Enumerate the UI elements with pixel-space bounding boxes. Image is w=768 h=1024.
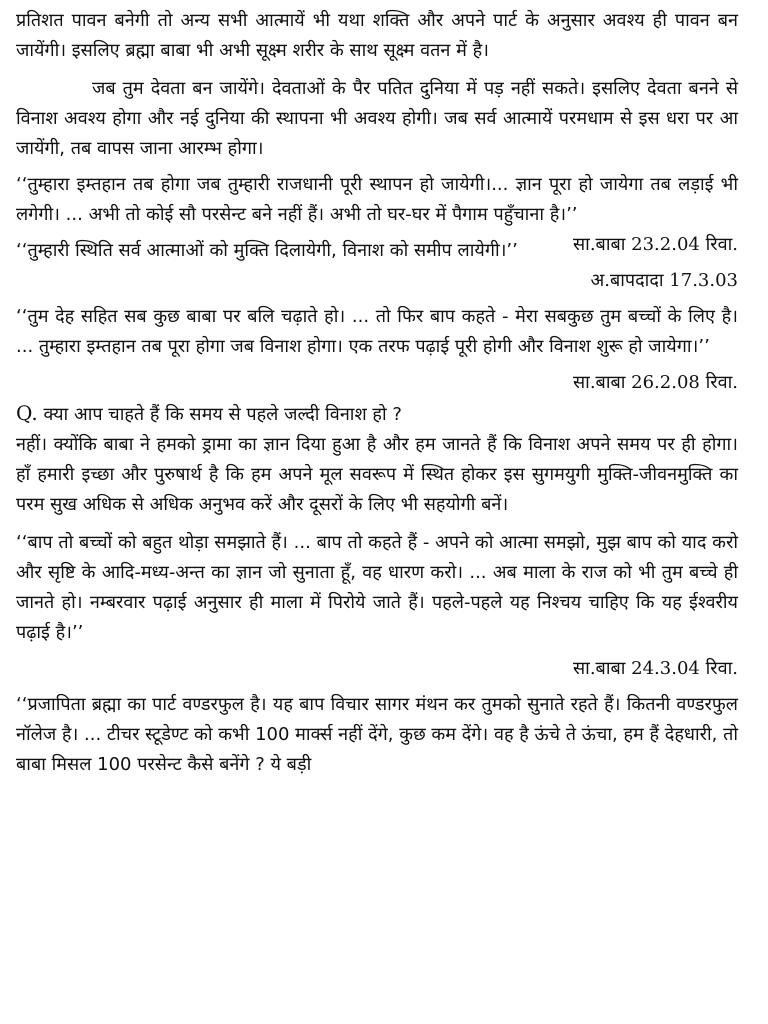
quote-prajapita: ‘‘प्रजापिता ब्रह्मा का पार्ट वण्डरफुल है। यह बाप विचार सागर मंथन कर तुमको सुनाते रहते हैं। कितनी वण्डरफुल नॉलेज है। ... टीचर स्टूडेण्ट को कभी 100 मार्क्स नहीं देंगे, कुछ कम देंगे। वह है ऊंचे ते ऊंचा, हम हैं देहधारी, तो बाबा मिसल 100 परसेन्ट कैसे बनेंगे ? ये बड़ी <box>16 694 739 775</box>
question-label: Q. <box>16 401 38 425</box>
quote-rosary: ‘‘बाप तो बच्चों को बहुत थोड़ा समझाते हैं। ... बाप तो कहते हैं - अपने को आत्मा समझो, मुझ बाप को याद करो और सृष्टि के आदि-मध्य-अन्त का ज्ञान जो सुनाता हूँ, वह धारण करो। ... अब माला के राज को भी तुम बच्चे ही जानते हो। नम्बरवार पढ़ाई अनुसार ही माला में पिरोये जाते हैं। पहले-पहले यह निश्चय चाहिए कि यह ईश्वरीय पढ़ाई है।’’ <box>16 532 738 643</box>
paragraph-intro: प्रतिशत पावन बनेगी तो अन्य सभी आत्मायें भी यथा शक्ति और अपने पार्ट के अनुसार अवश्य ही पावन बन जायेंगी। इसलिए ब्रह्मा बाबा भी अभी सूक्ष्म शरीर के साथ सूक्ष्म वतन में है। <box>16 10 738 61</box>
quote-sacrifice: ‘‘तुम देह सहित सब कुछ बाबा पर बलि चढ़ाते हो। ... तो फिर बाप कहते - मेरा सबकुछ तुम बच्चों के लिए है। ... तुम्हारा इम्तहान तब पूरा होगा जब विनाश होगा। एक तरफ पढ़ाई पूरी होगी और विनाश शुरू हो जायेगा।’’ <box>16 306 738 357</box>
question-heading <box>16 398 738 430</box>
paragraph-deity: जब तुम देवता बन जायेंगे। देवताओं के पैर पतित दुनिया में पड़ नहीं सकते। इसलिए देवता बनने से विनाश अवश्य होगा और नई दुनिया की स्थापना भी अवश्य होगी। जब सर्व आत्मायें परमधाम से इस धरा पर आ जायेंगी, तब वापस जाना आरम्भ होगा। <box>16 78 738 159</box>
quote-source: सा.बाबा 26.2.08 रिवा. <box>573 372 738 393</box>
quote-source: सा.बाबा 23.2.04 रिवा. <box>573 234 738 255</box>
quote-source: सा.बाबा 24.3.04 रिवा. <box>573 658 738 679</box>
quote-text: ‘‘तुम्हारा इम्तहान तब होगा जब तुम्हारी राजधानी पूरी स्थापन हो जायेगी।... ज्ञान पूरा हो जायेगा तब लड़ाई भी लगेगी। ... अभी तो कोई सौ परसेन्ट बने नहीं हैं। अभी तो घर-घर में पैगाम पहुँचाना है।’’ <box>16 174 738 225</box>
quote-stage-liberation: ‘‘तुम्हारी स्थिति सर्व आत्माओं को मुक्ति दिलायेगी, विनाश को समीप लायेगी।’’ <box>16 240 518 261</box>
quote-source: अ.बापदादा 17.3.03 <box>590 270 738 291</box>
question-text: क्या आप चाहते हैं कि समय से पहले जल्दी विनाश हो ? <box>37 404 402 425</box>
answer-paragraph: नहीं। क्योंकि बाबा ने हमको ड्रामा का ज्ञान दिया हुआ है और हम जानते हैं कि विनाश अपने समय पर ही होगा। हाँ हमारी इच्छा और पुरुषार्थ है कि हम अपने मूल सवरूप में स्थित होकर इस सुगमयुगी मुक्ति-जीवनमुक्ति का परम सुख अधिक से अधिक अनुभव करें और दूसरों के लिए भी सहयोगी बनें। <box>16 434 738 515</box>
